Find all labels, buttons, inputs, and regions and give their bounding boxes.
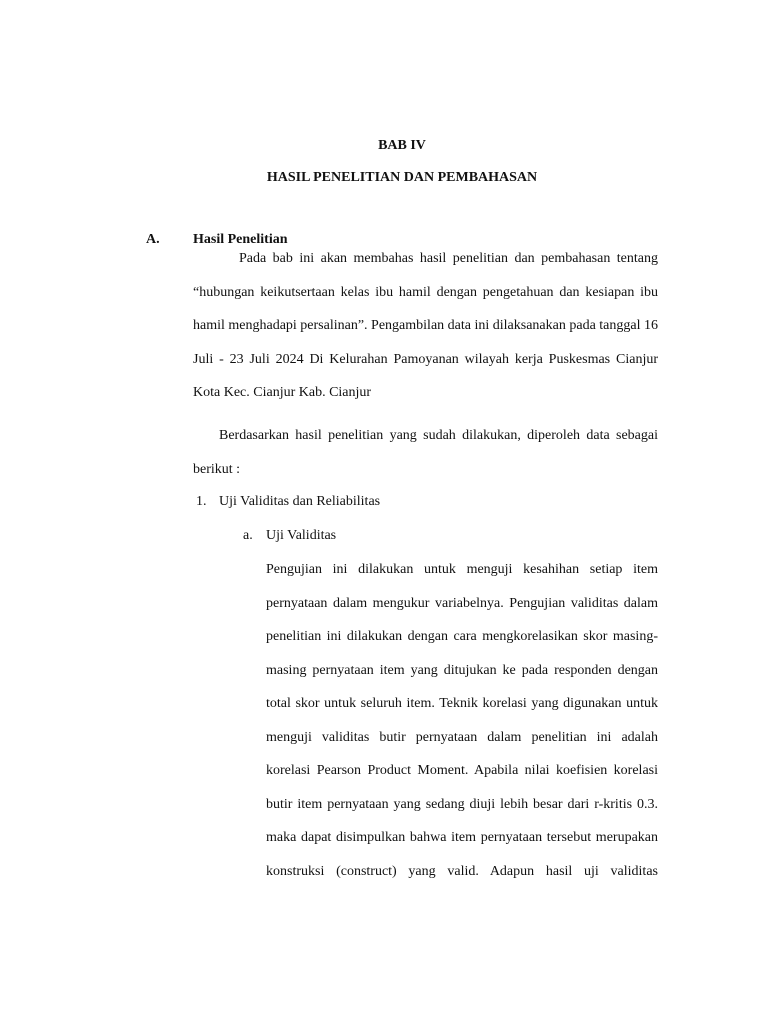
paragraph-intro: Pada bab ini akan membahas hasil penelitian dan pembahasan tentang “hubungan keikutsertaan kelas ibu hamil dengan pengetahuan dan kesiapan ibu hamil menghadapi persalinan”. Pengambilan data ini dilaksanakan pada tanggal 16 Juli - 23 Juli 2024 Di Kelurahan Pamoyanan wilayah kerja Puskesmas Cianjur Kota Kec. Cianjur Kab. Cianjur: [193, 251, 658, 400]
list-item-number: 1.: [196, 494, 207, 509]
paragraph-result: Berdasarkan hasil penelitian yang sudah dilakukan, diperoleh data sebagai berikut :: [193, 428, 658, 477]
section-letter: A.: [146, 232, 160, 247]
chapter-number: BAB IV: [378, 138, 426, 153]
chapter-title: HASIL PENELITIAN DAN PEMBAHASAN: [266, 170, 538, 185]
paragraph-validity: Pengujian ini dilakukan untuk menguji kesahihan setiap item pernyataan dalam mengukur variabelnya. Pengujian validitas dalam penelitian ini dilakukan dengan cara mengkorelasikan skor masing-masing pernyataan item yang ditujukan ke pada responden dengan total skor untuk seluruh item. Teknik korelasi yang digunakan untuk menguji validitas butir pernyataan dalam penelitian ini adalah korelasi Pearson Product Moment. Apabila nilai koefisien korelasi butir item pernyataan yang sedang diuji lebih besar dari r-kritis 0.3. maka dapat disimpulkan bahwa item pernyataan tersebut merupakan konstruksi (construct) yang valid. Adapun hasil uji validitas: [266, 562, 658, 879]
list-item-text: Uji Validitas dan Reliabilitas: [219, 494, 381, 509]
section-title: Hasil Penelitian: [193, 232, 288, 247]
sub-item-letter: a.: [243, 528, 253, 543]
sub-item-text: Uji Validitas: [266, 528, 337, 543]
